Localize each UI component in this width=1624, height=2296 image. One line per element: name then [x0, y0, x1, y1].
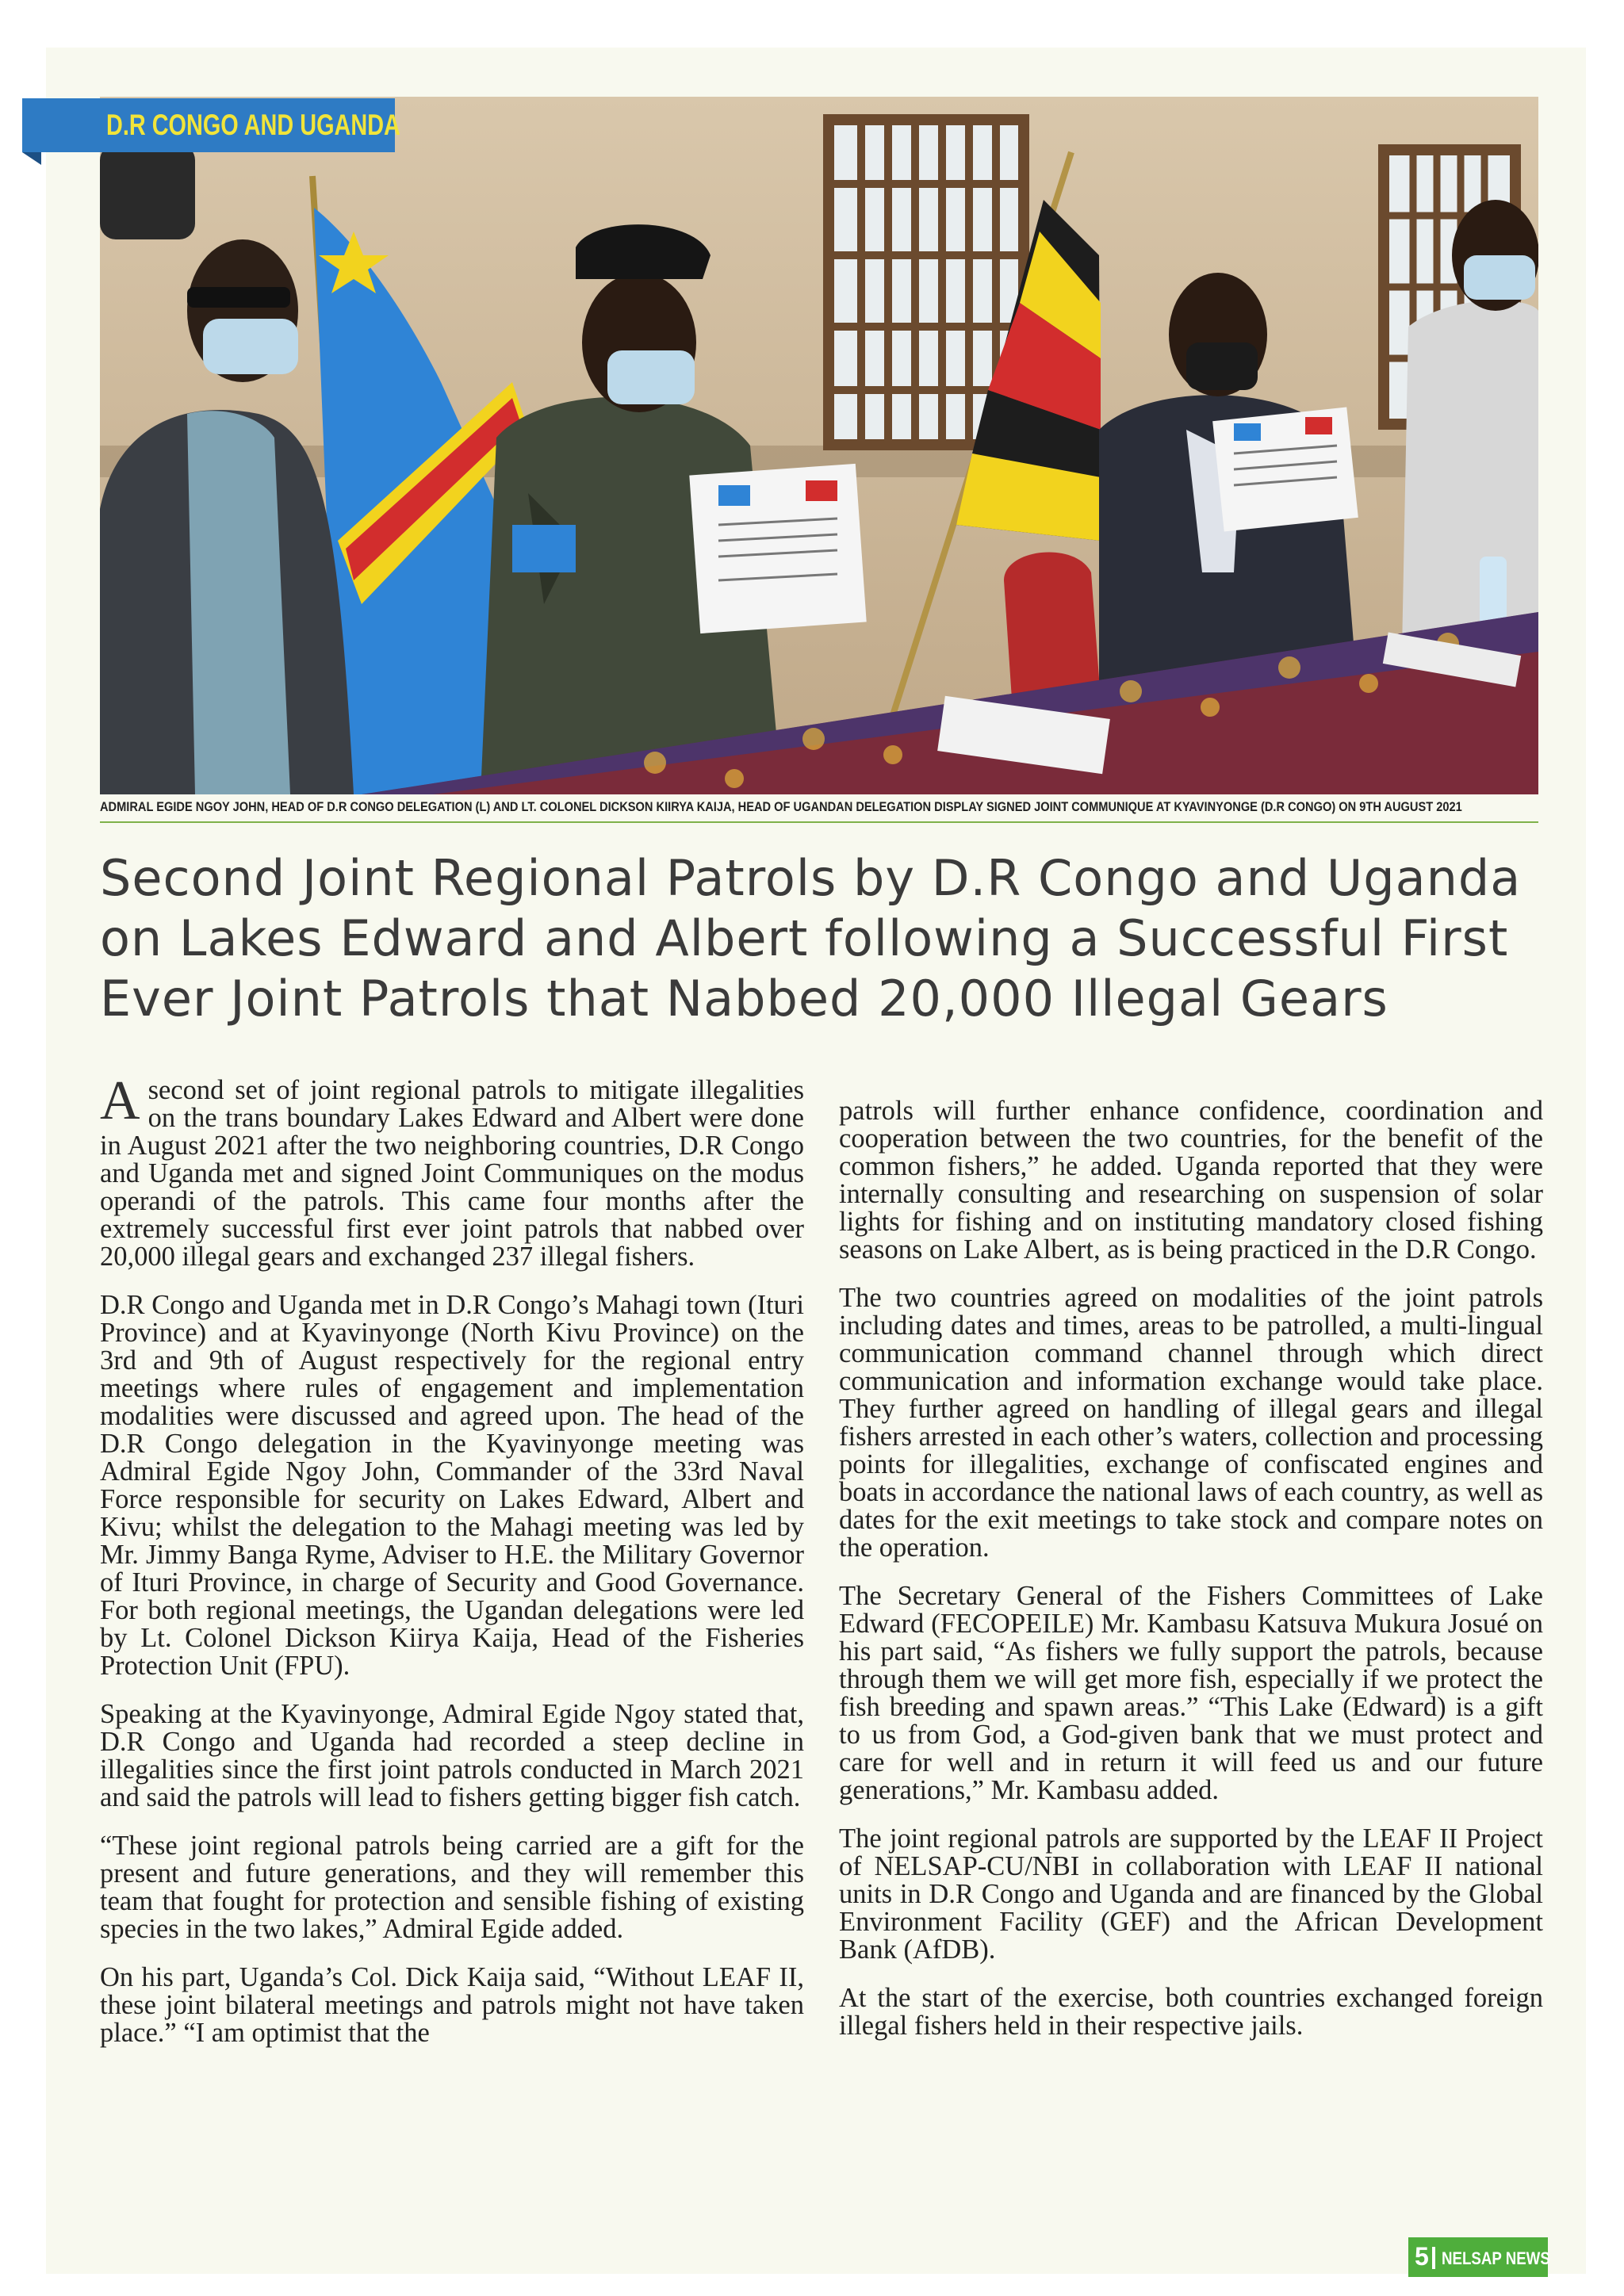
headline: Second Joint Regional Patrols by D.R Congo and Uganda on Lakes Edward and Albert following a Successful First Ever Joint Patrols that Nabbed 20,000 Illegal Gears	[100, 849, 1522, 1027]
paragraph: The Secretary General of the Fishers Committees of Lake Edward (FECOPEILE) Mr. Kambasu Katsuva Mukura Josué on his part said, “As fishers we fully support the patrols, because through them we will get more fish, especially if we protect the fish breeding and spawn areas.” “This Lake (Edward) is a gift to us from God, a God-given bank that we must protect and care for well and in return it will feed us and our future generations,” Mr. Kambasu added.	[839, 1581, 1543, 1805]
communique-1	[689, 464, 866, 633]
lead-paragraph	[100, 1070, 804, 1272]
paragraph: “These joint regional patrols being carried are a gift for the present and future generations, and they will remember this team that fought for protection and sensible fishing of existing species in the two lakes,” Admiral Egide added.	[100, 1831, 804, 1944]
paragraph: D.R Congo and Uganda met in D.R Congo’s Mahagi town (Ituri Province) and at Kyavinyonge (North Kivu Province) on the 3rd and 9th of August respectively for the regional entry meetings where rules of engagement and implementation modalities were discussed and agreed upon. The head of the D.R Congo delegation in the Kyavinyonge meeting was Admiral Egide Ngoy John, Commander of the 33rd Naval Force responsible for security on Lakes Edward, Albert and Kivu; whilst the delegation to the Mahagi meeting was led by Mr. Jimmy Banga Ryme, Adviser to H.E. the Military Governor of Ituri Province, in charge of Security and Good Governance. For both regional meetings, the Ugandan delegations were led by Lt. Colonel Dickson Kiirya Kaija, Head of the Fisheries Protection Unit (FPU).	[100, 1290, 804, 1681]
article-column-left	[100, 1070, 804, 2068]
paragraph: The two countries agreed on modalities of the joint patrols including dates and times, areas to be patrolled, a multi-lingual communication command channel through which direct communication and information exchange would take place. They further agreed on handling of illegal gears and illegal fishers arrested in each other’s waters, collection and processing points for illegalities, exchange of confiscated engines and boats in accordance the national laws of each country, as well as dates for the exit meetings to take stock and compare notes on the operation.	[839, 1283, 1543, 1563]
article-photo	[100, 97, 1538, 794]
page-number: 5	[1415, 2242, 1429, 2271]
section-tag-label: D.R CONGO AND UGANDA	[106, 109, 400, 141]
article-column-right	[839, 1097, 1543, 2061]
lead-text: second set of joint regional patrols to mitigate illegalities on the trans boundary Lakes Edward and Albert were done in August 2021 after the two neighboring countries, D.R Congo and Uganda met and signed Joint Communiques on the modus operandi of the patrols. This came four months after the extremely successful first ever joint patrols that nabbed over 20,000 illegal gears and exchanged 237 illegal fishers.	[100, 1075, 804, 1272]
section-tag-fold	[22, 152, 41, 165]
paragraph: On his part, Uganda’s Col. Dick Kaija said, “Without LEAF II, these joint bilateral meetings and patrols might not have taken place.” “I am optimist that the	[100, 1962, 804, 2048]
drop-cap: A	[100, 1070, 140, 1131]
photo-illustration	[100, 97, 1538, 794]
paragraph: patrols will further enhance confidence, coordination and cooperation between the two countries, for the benefit of the common fishers,” he added. Uganda reported that they were internally consulting and researching on suspension of solar lights for fishing and on instituting mandatory closed fishing seasons on Lake Albert, as is being practiced in the D.R Congo.	[839, 1096, 1543, 1265]
footer-separator	[1432, 2247, 1435, 2269]
photo-caption: ADMIRAL EGIDE NGOY JOHN, HEAD OF D.R CONGO DELEGATION (L) AND LT. COLONEL DICKSON KIIRYA KAIJA, HEAD OF UGANDAN DELEGATION DISPLAY SIGNED JOINT COMMUNIQUE AT KYAVINYONGE (D.R CONGO) ON 9TH AUGUST 2021	[100, 799, 1462, 814]
page-footer-badge	[1408, 2237, 1548, 2277]
paragraph: At the start of the exercise, both countries exchanged foreign illegal fishers held in their respective jails.	[839, 1983, 1543, 2041]
caption-divider	[100, 821, 1538, 823]
publication-name: NELSAP NEWS	[1442, 2248, 1550, 2268]
paragraph: The joint regional patrols are supported by the LEAF II Project of NELSAP-CU/NBI in collaboration with LEAF II national units in D.R Congo and Uganda and are financed by the Global Environment Facility (GEF) and the African Development Bank (AfDB).	[839, 1823, 1543, 1965]
communique-2	[1212, 407, 1358, 531]
paragraph: Speaking at the Kyavinyonge, Admiral Egide Ngoy stated that, D.R Congo and Uganda had recorded a steep decline in illegalities since the first joint patrols conducted in March 2021 and said the patrols will lead to fishers getting bigger fish catch.	[100, 1699, 804, 1812]
